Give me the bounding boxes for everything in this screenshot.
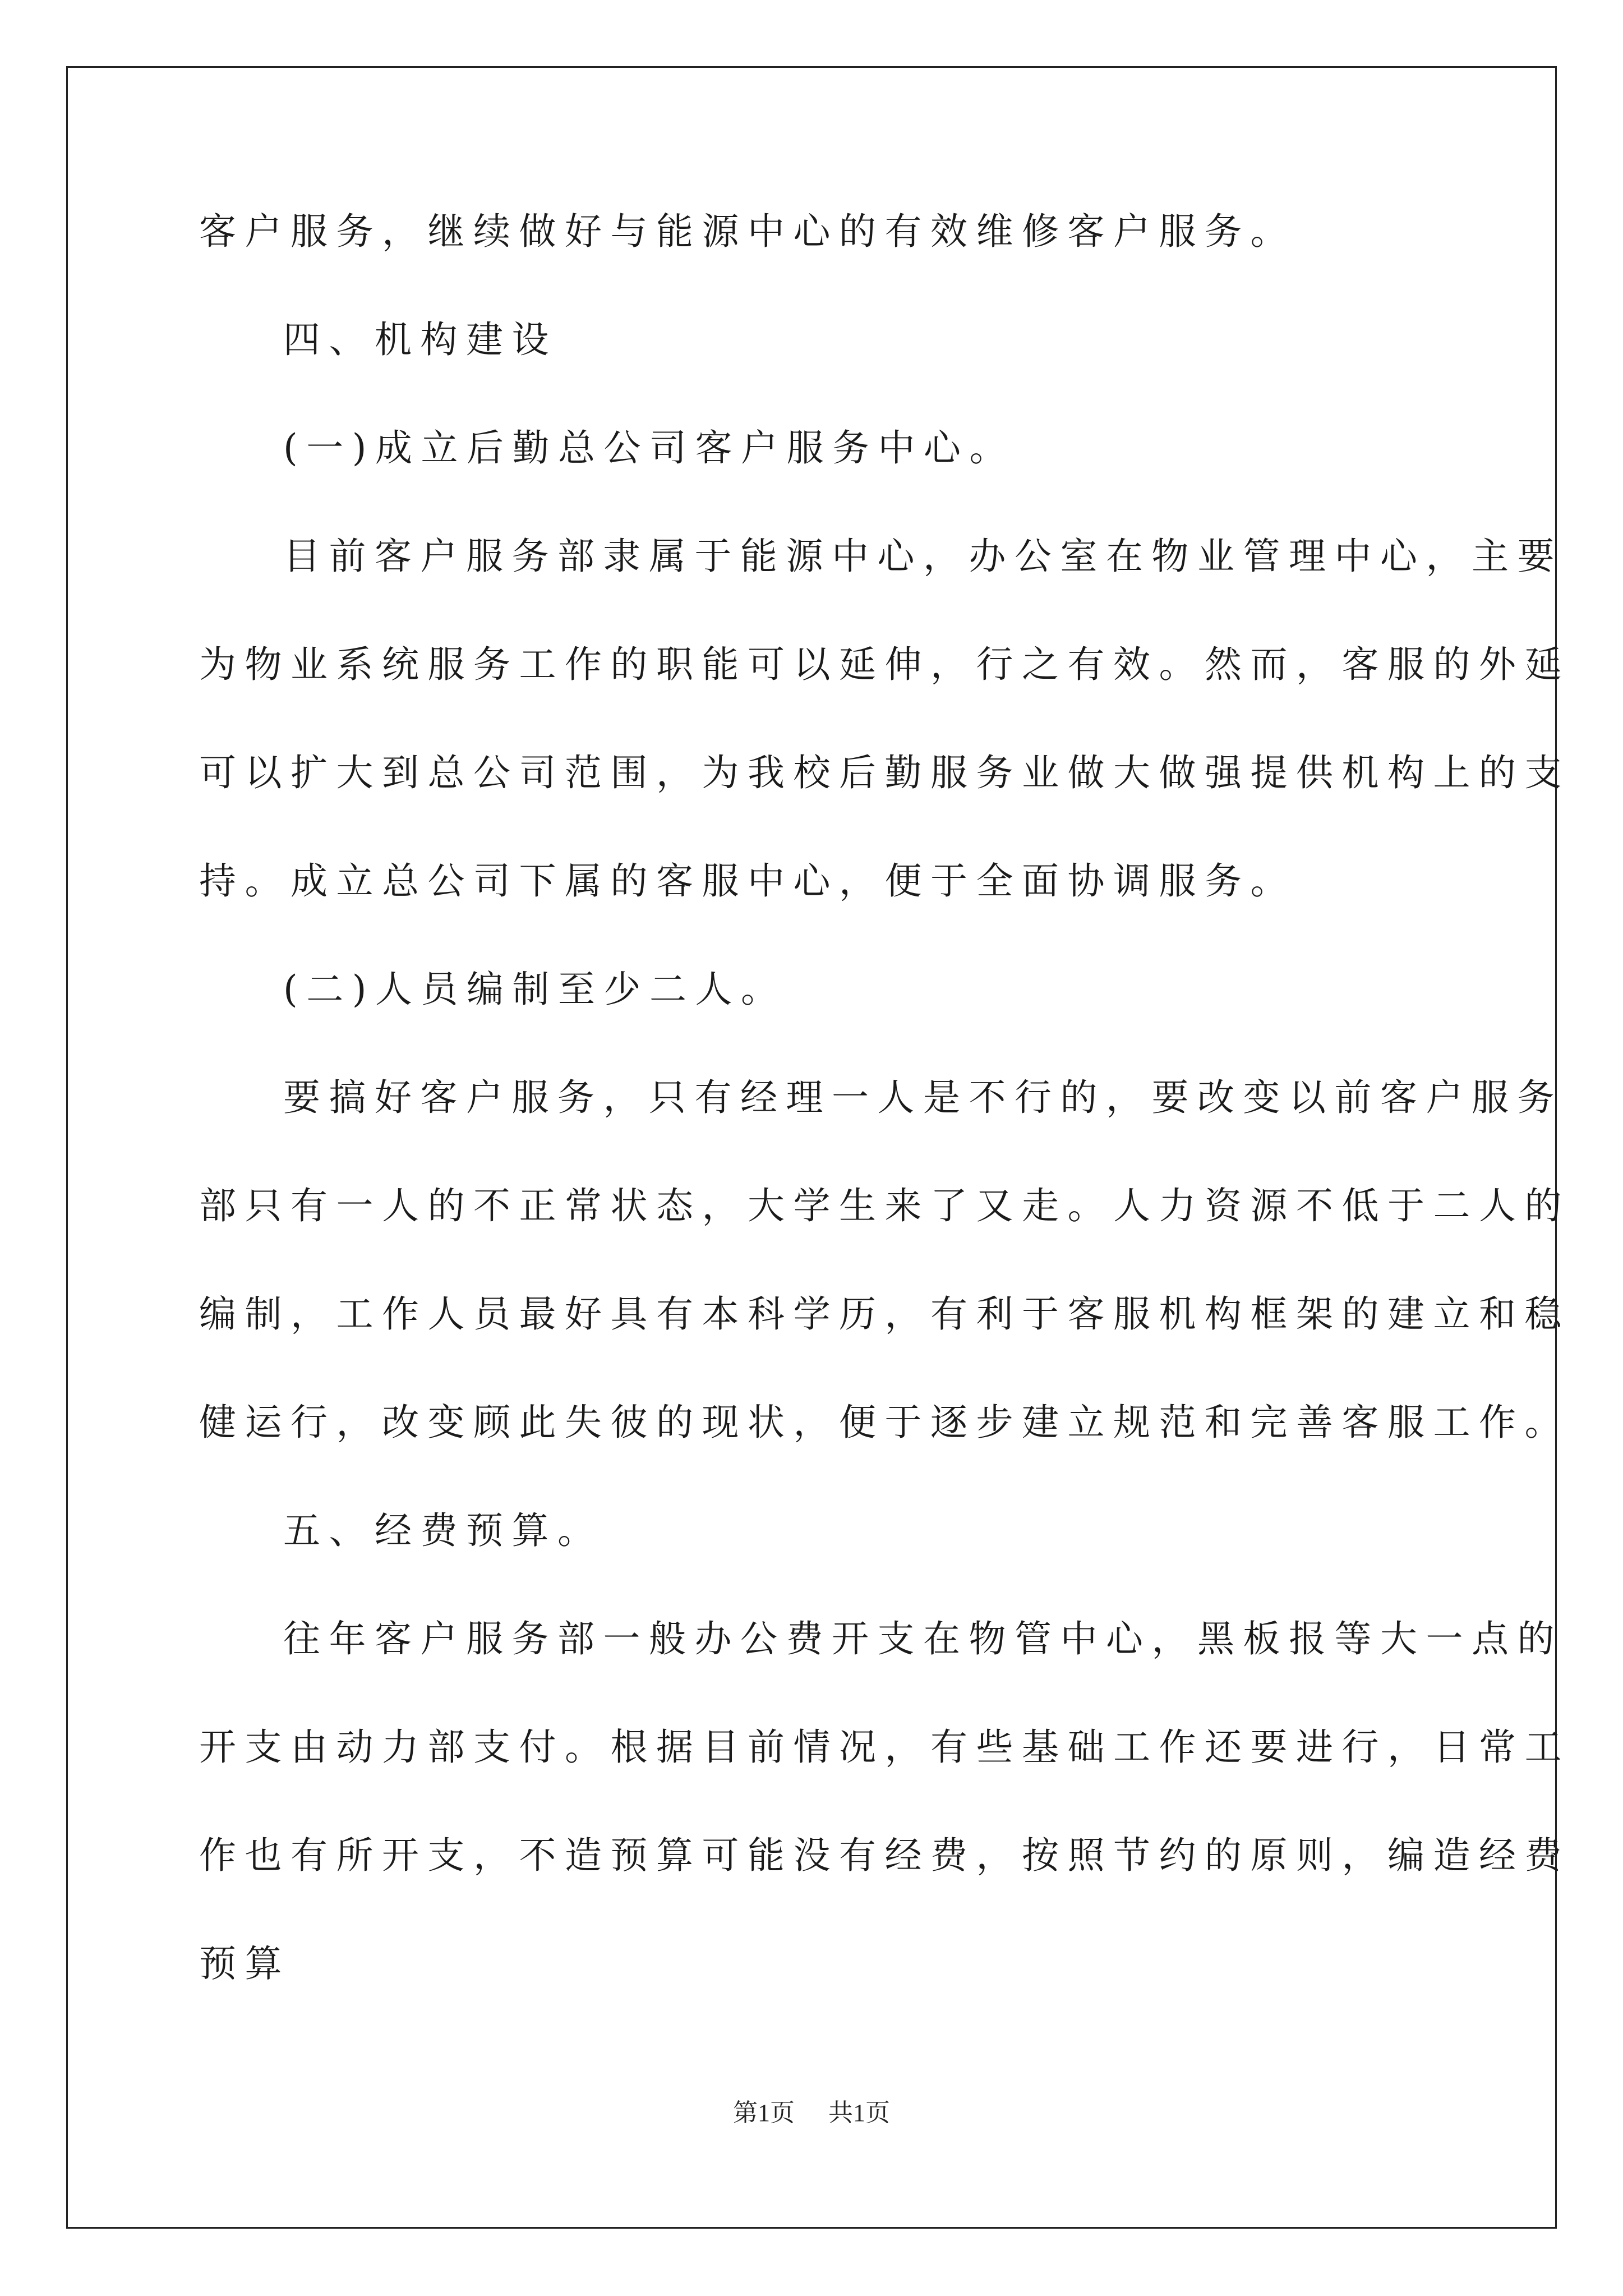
text-line: 开支由动力部支付。根据目前情况，有些基础工作还要进行，日常工 <box>199 1726 1570 1769</box>
document-body <box>199 210 1570 2054</box>
page-number: 第1页 <box>733 2099 795 2127</box>
subsection-heading: (二)人员编制至少二人。 <box>283 968 787 1011</box>
page-footer <box>0 2101 1623 2125</box>
text-line: 客户服务，继续做好与能源中心的有效维修客户服务。 <box>199 210 1296 253</box>
section-heading: 五、经费预算。 <box>283 1509 603 1552</box>
subsection-heading: (一)成立后勤总公司客户服务中心。 <box>283 426 1015 470</box>
text-line: 编制，工作人员最好具有本科学历，有利于客服机构框架的建立和稳 <box>199 1292 1570 1336</box>
text-line: 可以扩大到总公司范围，为我校后勤服务业做大做强提供机构上的支 <box>199 751 1570 794</box>
text-line: 为物业系统服务工作的职能可以延伸，行之有效。然而，客服的外延 <box>199 643 1570 686</box>
text-line: 部只有一人的不正常状态，大学生来了又走。人力资源不低于二人的 <box>199 1184 1570 1227</box>
text-line: 作也有所开支，不造预算可能没有经费，按照节约的原则，编造经费 <box>199 1834 1570 1877</box>
section-heading: 四、机构建设 <box>283 318 557 361</box>
text-line: 持。成立总公司下属的客服中心，便于全面协调服务。 <box>199 859 1296 903</box>
text-line: 往年客户服务部一般办公费开支在物管中心，黑板报等大一点的 <box>283 1617 1563 1660</box>
text-line: 预算 <box>199 1942 291 1985</box>
text-line: 目前客户服务部隶属于能源中心，办公室在物业管理中心，主要 <box>283 535 1563 578</box>
page-total: 共1页 <box>828 2099 890 2127</box>
text-line: 健运行，改变顾此失彼的现状，便于逐步建立规范和完善客服工作。 <box>199 1401 1570 1444</box>
text-line: 要搞好客户服务，只有经理一人是不行的，要改变以前客户服务 <box>283 1076 1563 1119</box>
